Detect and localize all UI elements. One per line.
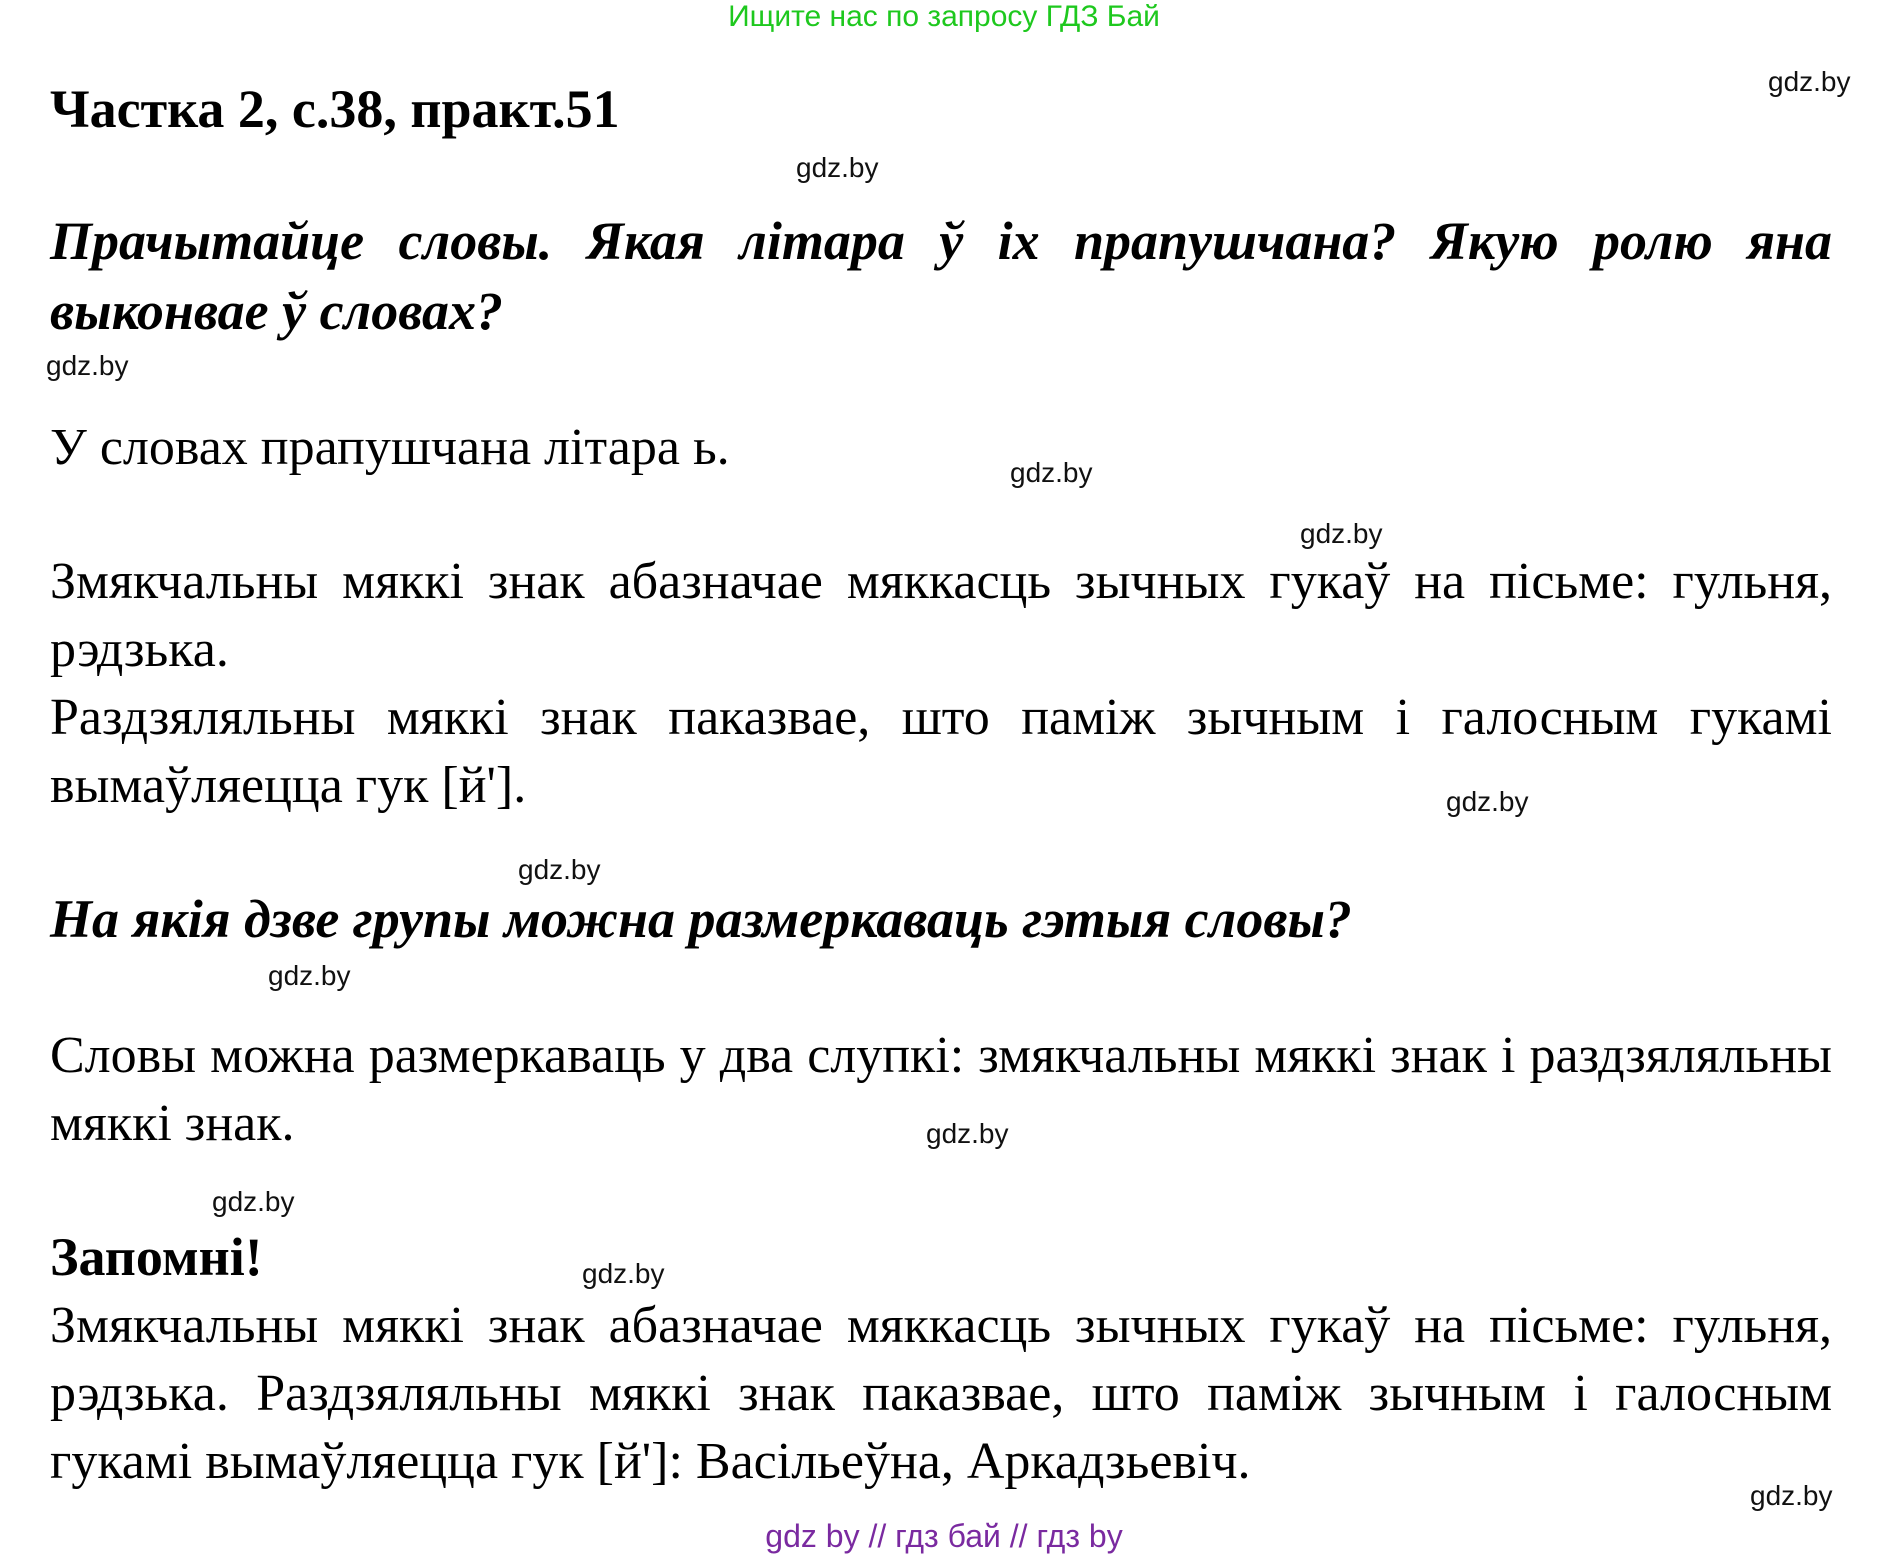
- footer-link-gdz-by-cyr[interactable]: гдз by: [1036, 1518, 1123, 1554]
- question-2: На якія дзве групы можна размеркаваць гэтыя словы?: [50, 889, 1352, 949]
- watermark: gdz.by: [1010, 457, 1093, 488]
- top-banner: Ищите нас по запросу ГДЗ Бай: [728, 0, 1160, 33]
- watermark: gdz.by: [212, 1186, 295, 1217]
- page-title: Частка 2, с.38, практ.51: [50, 79, 620, 139]
- watermark: gdz.by: [518, 854, 601, 885]
- answer-1: У словах прапушчана літара ь.: [50, 419, 730, 476]
- footer-separator: //: [868, 1518, 887, 1554]
- watermark: gdz.by: [268, 960, 351, 991]
- watermark: gdz.by: [1446, 786, 1529, 817]
- watermark: gdz.by: [582, 1258, 665, 1289]
- footer: [0, 1518, 1888, 1554]
- footer-link-gdz-bai[interactable]: гдз бай: [895, 1518, 1001, 1554]
- footer-link-gdz-by[interactable]: gdz by: [765, 1518, 860, 1554]
- answer-2a: Змякчальны мяккі знак абазначае мяккасць зычных гукаў на пісьме: гульня, рэдзька.: [50, 553, 1832, 678]
- remember-text: Змякчальны мяккі знак абазначае мяккасць зычных гукаў на пісьме: гульня, рэдзька. Раздзяляльны мяккі знак паказвае, што паміж зычным і галосным гукамі вымаўляецца гук [й']: Васільеўна, Аркадзьевіч.: [50, 1297, 1832, 1490]
- watermark: gdz.by: [796, 152, 879, 183]
- watermark: gdz.by: [1750, 1480, 1833, 1511]
- answer-2b: Раздзяляльны мяккі знак паказвае, што паміж зычным і галосным гукамі вымаўляецца гук [й'].: [50, 689, 1832, 814]
- answer-3: Словы можна размеркаваць у два слупкі: змякчальны мяккі знак і раздзяляльны мяккі знак.: [50, 1027, 1832, 1152]
- question-1: Прачытайце словы. Якая літара ў іх прапушчана? Якую ролю яна выконвае ў словах?: [50, 211, 1832, 341]
- watermark: gdz.by: [1768, 66, 1851, 97]
- remember-heading: Запомні!: [50, 1227, 263, 1287]
- watermark: gdz.by: [1300, 518, 1383, 549]
- watermark: gdz.by: [46, 350, 129, 381]
- footer-separator: //: [1009, 1518, 1028, 1554]
- watermark: gdz.by: [926, 1118, 1009, 1149]
